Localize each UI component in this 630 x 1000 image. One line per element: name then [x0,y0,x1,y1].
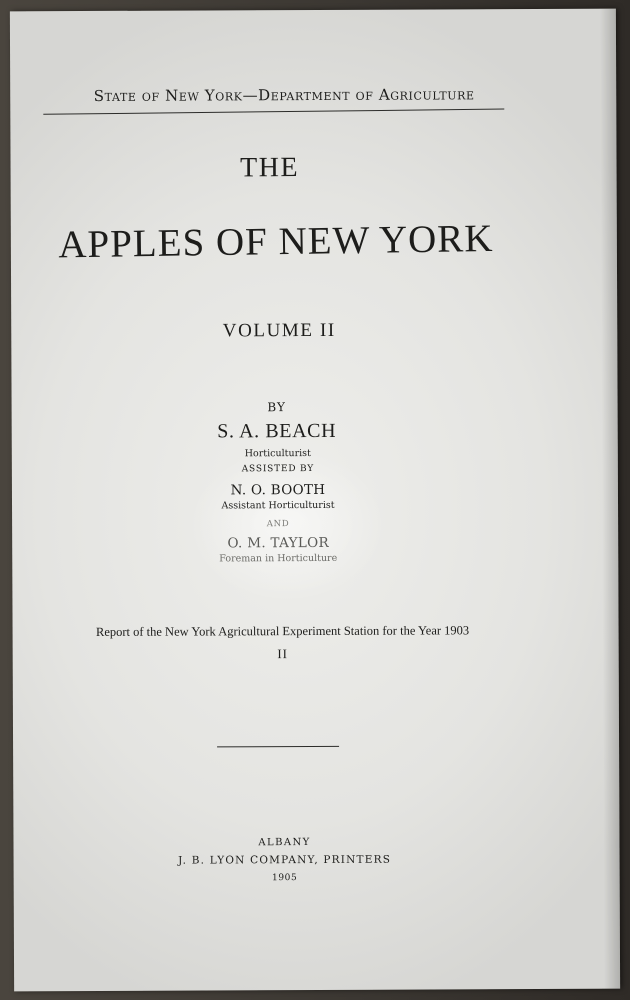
and-label: AND [266,519,290,530]
imprint-place: ALBANY [258,837,311,849]
report-line: Report of the New York Agricultural Experiment Station for the Year 1903 [95,623,470,639]
book-title: APPLES OF NEW YORK [58,216,494,267]
volume-label: VOLUME II [222,319,336,342]
assistant-2-title: Foreman in Horticulture [219,552,338,565]
title-page [10,9,620,992]
imprint-year: 1905 [271,873,298,884]
by-label: BY [267,400,286,415]
divider-rule [217,746,339,748]
header-rule [43,109,504,115]
author-title: Horticulturist [244,448,311,460]
assistant-1-title: Assistant Horticulturist [221,499,335,512]
imprint-printer: J. B. LYON COMPANY, PRINTERS [178,853,392,867]
assistant-1-name: N. O. BOOTH [230,481,326,499]
assistant-2-name: O. M. TAYLOR [227,534,329,552]
author-name: S. A. BEACH [217,419,337,443]
department-header: State of New York—Department of Agriculture [93,85,475,105]
report-part: II [277,646,289,662]
assisted-by-label: ASSISTED BY [241,464,315,475]
title-article: THE [240,152,300,184]
